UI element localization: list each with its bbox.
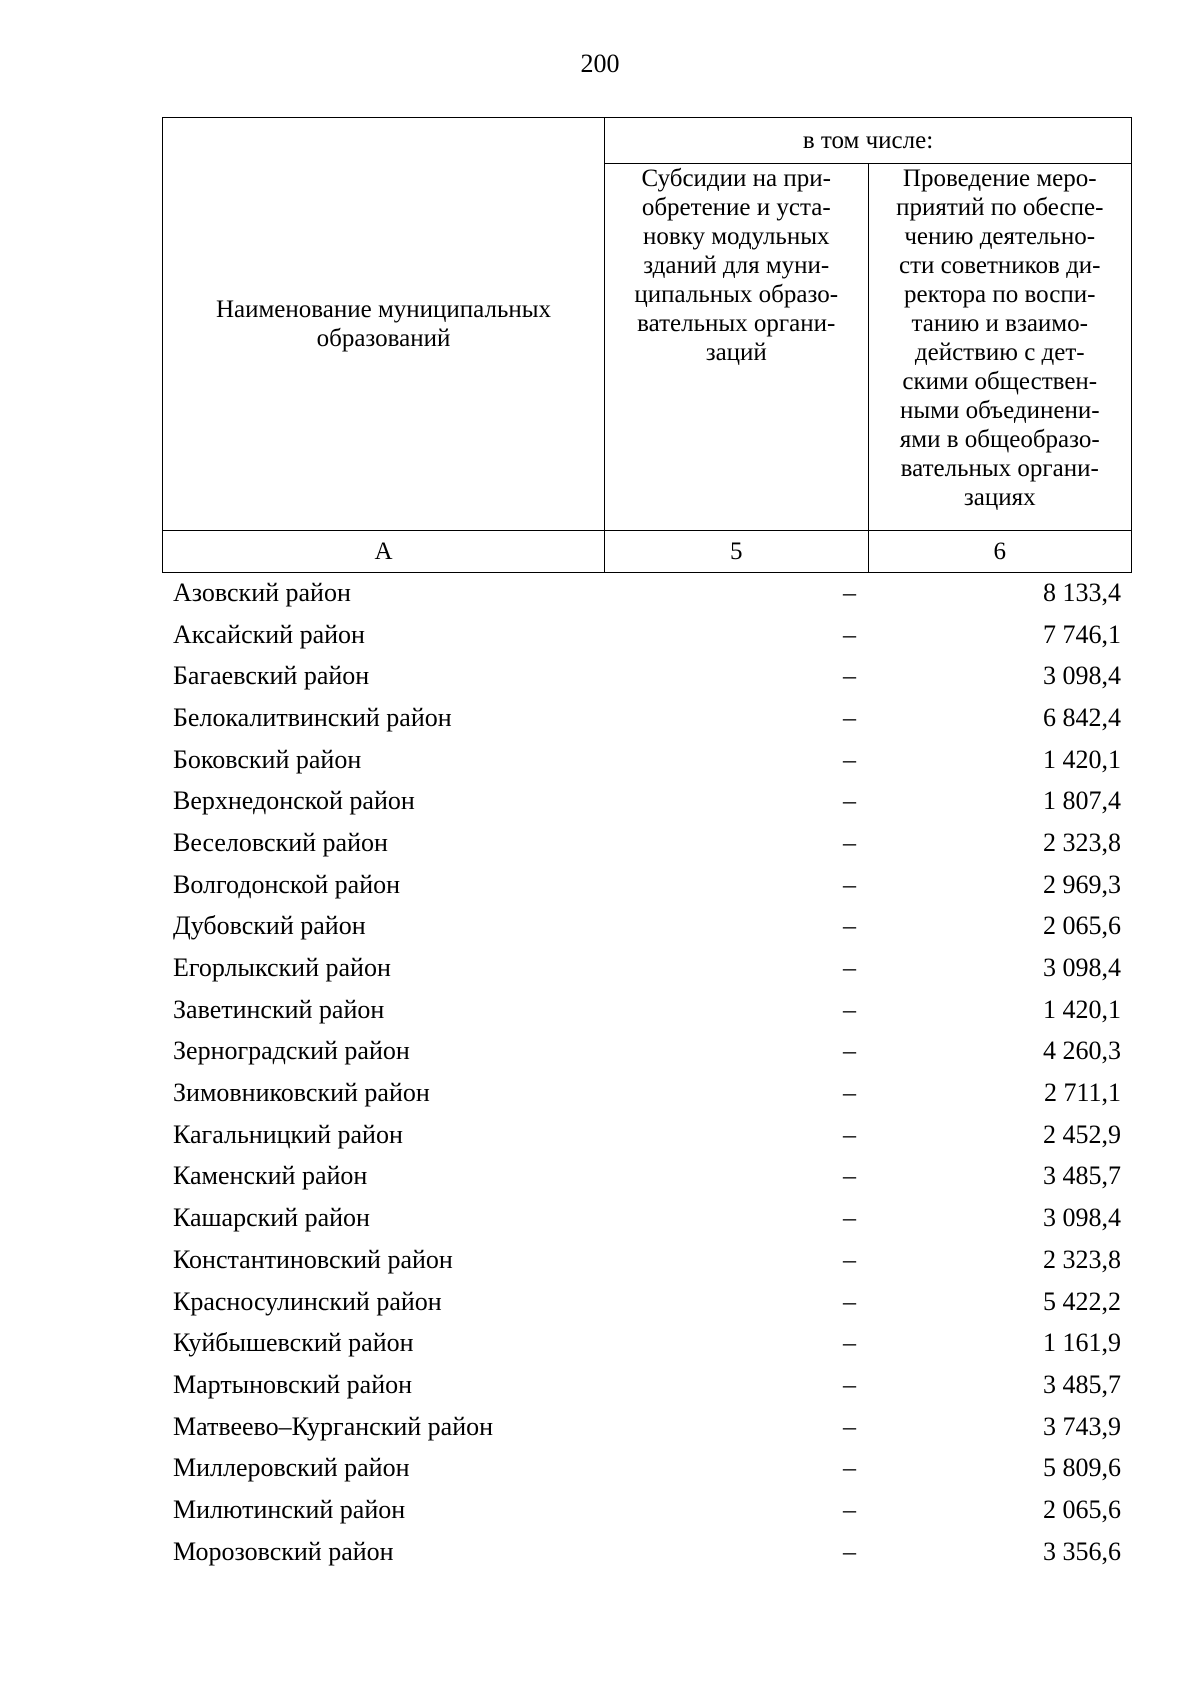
table-row: [162, 1531, 1132, 1573]
row-value-col6: 8 133,4: [1043, 577, 1121, 607]
column-header-6-line: сти советников ди-: [898, 252, 1101, 279]
row-value-col6: 4 260,3: [1043, 1036, 1121, 1066]
table-row: [162, 1197, 1132, 1239]
row-value-col5: –: [843, 869, 856, 899]
row-value-col6: 3 743,9: [1043, 1411, 1121, 1441]
table-row: [162, 1447, 1132, 1489]
column-header-5-line: заций: [705, 339, 767, 366]
row-name: Морозовский район: [173, 1536, 394, 1566]
row-value-col5: –: [843, 702, 856, 732]
row-value-col5: –: [843, 953, 856, 983]
column-header-6-line: скими обществен-: [902, 368, 1098, 395]
row-name: Боковский район: [173, 744, 362, 774]
row-name: Куйбышевский район: [173, 1328, 414, 1358]
column-header-5-line: Субсидии на при-: [641, 165, 831, 192]
table-row: [162, 864, 1132, 906]
table-row: [162, 697, 1132, 739]
column-header-name: Наименование муниципальных образований: [163, 118, 605, 531]
row-name: Дубовский район: [173, 911, 366, 941]
row-value-col5: –: [843, 786, 856, 816]
row-value-col6: 3 098,4: [1043, 953, 1121, 983]
table-row: [162, 572, 1132, 614]
row-value-col5: –: [843, 1119, 856, 1149]
row-name: Константиновский район: [173, 1244, 453, 1274]
row-value-col5: –: [843, 744, 856, 774]
column-index-6: 6: [868, 531, 1132, 573]
row-value-col5: –: [843, 1536, 856, 1566]
row-value-col6: 3 098,4: [1043, 661, 1121, 691]
column-header-6-line: ными объединени-: [899, 397, 1100, 424]
row-value-col6: 2 065,6: [1043, 911, 1121, 941]
row-value-col5: –: [843, 994, 856, 1024]
row-name: Кашарский район: [173, 1203, 370, 1233]
row-value-col5: –: [843, 1078, 856, 1108]
page-number: 200: [580, 49, 620, 78]
column-header-6-line: действию с дет-: [914, 339, 1085, 366]
row-name: Белокалитвинский район: [173, 702, 452, 732]
row-value-col5: –: [843, 1328, 856, 1358]
column-group-header: в том числе:: [605, 118, 1132, 164]
row-value-col5: –: [843, 1161, 856, 1191]
column-header-5-line: вательных органи-: [637, 310, 836, 337]
table-row: [162, 1406, 1132, 1448]
table-row: [162, 1489, 1132, 1531]
row-name: Кагальницкий район: [173, 1119, 403, 1149]
row-value-col6: 1 807,4: [1043, 786, 1121, 816]
table-row: [162, 1364, 1132, 1406]
column-header-6-line: ректора по воспи-: [904, 281, 1096, 308]
row-value-col5: –: [843, 1369, 856, 1399]
row-name: Миллеровский район: [173, 1453, 410, 1483]
column-header-5-line: обретение и уста-: [641, 194, 831, 221]
row-value-col6: 5 809,6: [1043, 1453, 1121, 1483]
row-name: Волгодонской район: [173, 869, 401, 899]
column-header-6-line: вательных органи-: [900, 455, 1099, 482]
column-header-5-line: ципальных образо-: [634, 281, 839, 308]
table-body: [162, 572, 1132, 1573]
row-name: Аксайский район: [173, 619, 365, 649]
row-value-col6: 3 098,4: [1043, 1203, 1121, 1233]
row-name: Мартыновский район: [173, 1369, 413, 1399]
column-header-5: [605, 164, 869, 531]
column-header-5-line: новку модульных: [643, 223, 830, 250]
column-header-6-line: ями в общеобразо-: [899, 426, 1100, 453]
column-header-5-line: зданий для муни-: [643, 252, 830, 279]
row-name: Зимовниковский район: [173, 1078, 430, 1108]
row-value-col6: 3 356,6: [1043, 1536, 1121, 1566]
row-value-col6: 3 485,7: [1043, 1161, 1121, 1191]
row-value-col5: –: [843, 1286, 856, 1316]
table-row: [162, 947, 1132, 989]
row-value-col5: –: [843, 1494, 856, 1524]
column-header-6-line: приятий по обеспе-: [896, 194, 1104, 221]
table-row: [162, 1072, 1132, 1114]
row-value-col5: –: [843, 911, 856, 941]
row-value-col5: –: [843, 1453, 856, 1483]
table-row: [162, 1114, 1132, 1156]
row-value-col6: 2 452,9: [1043, 1119, 1121, 1149]
column-index-5: 5: [605, 531, 869, 573]
row-value-col5: –: [843, 1036, 856, 1066]
row-value-col5: –: [843, 1411, 856, 1441]
row-value-col6: 1 420,1: [1043, 994, 1121, 1024]
table-row: [162, 1031, 1132, 1073]
table-row: [162, 1156, 1132, 1198]
table-row: [162, 1239, 1132, 1281]
column-header-6-line: танию и взаимо-: [911, 310, 1088, 337]
column-header-6-line: Проведение меро-: [902, 165, 1097, 192]
row-value-col6: 1 420,1: [1043, 744, 1121, 774]
row-name: Красносулинский район: [173, 1286, 442, 1316]
table-row: [162, 989, 1132, 1031]
column-index-a: А: [163, 531, 605, 573]
row-value-col6: 5 422,2: [1043, 1286, 1121, 1316]
table-row: [162, 614, 1132, 656]
row-name: Азовский район: [173, 577, 351, 607]
table-row: [162, 780, 1132, 822]
row-value-col6: 2 711,1: [1043, 1078, 1121, 1108]
row-name: Милютинский район: [173, 1494, 406, 1524]
table-row: [162, 1322, 1132, 1364]
row-value-col6: 1 161,9: [1043, 1328, 1121, 1358]
column-header-6: [868, 164, 1132, 531]
row-name: Зерноградский район: [173, 1036, 410, 1066]
row-name: Каменский район: [173, 1161, 368, 1191]
table-row: [162, 739, 1132, 781]
row-name: Егорлыкский район: [173, 953, 391, 983]
row-value-col5: –: [843, 619, 856, 649]
row-name: Веселовский район: [173, 827, 388, 857]
table-header: [162, 117, 1132, 573]
row-name: Верхнедонской район: [173, 786, 415, 816]
row-value-col5: –: [843, 1203, 856, 1233]
row-value-col5: –: [843, 827, 856, 857]
table-row: [162, 655, 1132, 697]
row-value-col5: –: [843, 1244, 856, 1274]
row-value-col6: 2 969,3: [1043, 869, 1121, 899]
row-name: Багаевский район: [173, 661, 370, 691]
row-value-col5: –: [843, 661, 856, 691]
row-value-col6: 2 323,8: [1043, 827, 1121, 857]
table-row: [162, 1281, 1132, 1323]
table-row: [162, 822, 1132, 864]
row-name: Заветинский район: [173, 994, 385, 1024]
row-value-col6: 2 323,8: [1043, 1244, 1121, 1274]
row-value-col6: 7 746,1: [1043, 619, 1121, 649]
row-value-col6: 6 842,4: [1043, 702, 1121, 732]
row-value-col5: –: [843, 577, 856, 607]
row-value-col6: 2 065,6: [1043, 1494, 1121, 1524]
column-header-6-line: чению деятельно-: [904, 223, 1096, 250]
row-value-col6: 3 485,7: [1043, 1369, 1121, 1399]
row-name: Матвеево–Курганский район: [173, 1411, 494, 1441]
table-row: [162, 906, 1132, 948]
column-header-6-line: зациях: [963, 484, 1036, 511]
